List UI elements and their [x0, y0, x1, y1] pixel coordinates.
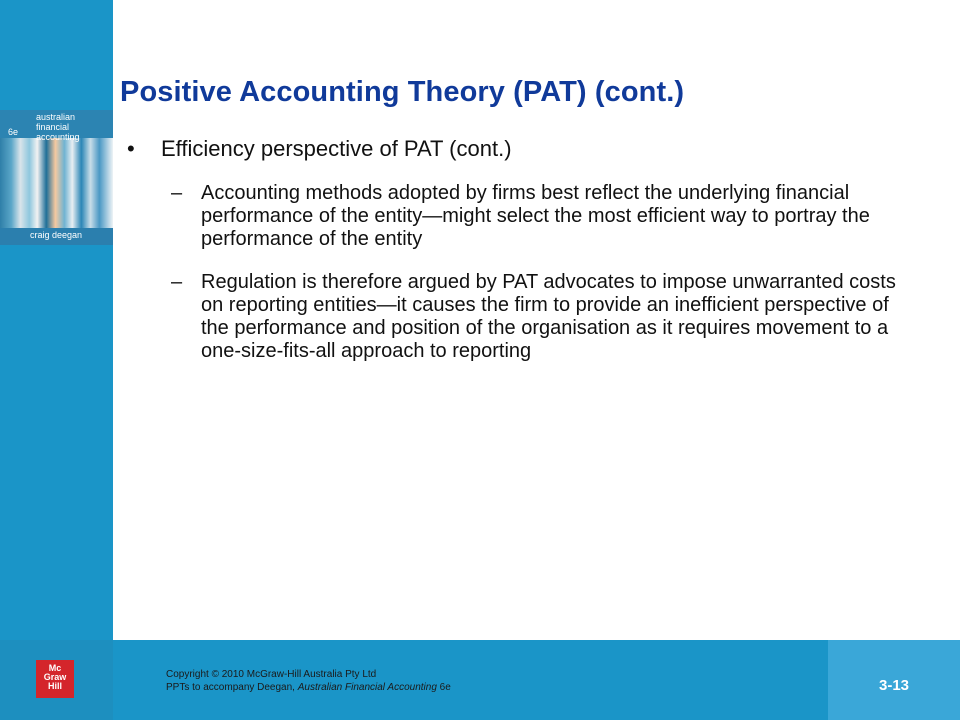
- slide-content: [127, 136, 937, 363]
- ppt-attribution: [166, 681, 451, 694]
- cover-header: [0, 110, 113, 142]
- bullet-marker: •: [127, 136, 135, 161]
- cover-edition: 6e: [8, 127, 19, 137]
- footer-text: [166, 668, 451, 694]
- subpoint-text: Accounting methods adopted by firms best reflect the underlying financial performance of the entity—might select the most efficient way to portray the performance of the entity: [201, 182, 870, 250]
- subpoint-marker: –: [171, 182, 183, 204]
- cover-author: craig deegan: [30, 230, 83, 240]
- footer-band: [0, 640, 960, 720]
- left-sidebar-band: [0, 0, 113, 640]
- subpoint-marker: –: [171, 271, 183, 293]
- subpoint-1: [171, 182, 937, 251]
- cover-title: [36, 112, 113, 142]
- ppt-suffix: 6e: [436, 682, 451, 693]
- ppt-prefix: PPTs to accompany Deegan,: [166, 682, 298, 693]
- logo-line2: Graw: [43, 672, 67, 682]
- mcgraw-hill-logo: [36, 660, 74, 698]
- slide-number: 3-13: [878, 677, 910, 694]
- cover-title-line2: financial accounting: [36, 122, 80, 142]
- ppt-book-title: Australian Financial Accounting: [297, 682, 437, 693]
- bullet-item: [127, 136, 937, 162]
- cover-footer: [0, 228, 113, 245]
- subpoint-text: Regulation is therefore argued by PAT advocates to impose unwarranted costs on reporting entities—it causes the firm to provide an inefficient perspective of the performance and position of the organisation as it requires movement to a one-size-fits-all approach to reporting: [201, 271, 896, 362]
- copyright-text: Copyright © 2010 McGraw-Hill Australia Pty Ltd: [166, 669, 377, 680]
- footer-left-block: [0, 640, 113, 720]
- bullet-text: Efficiency perspective of PAT (cont.): [161, 136, 512, 161]
- cover-title-line1: australian: [36, 112, 76, 122]
- logo-line1: Mc: [48, 663, 62, 673]
- subpoint-2: [171, 271, 937, 363]
- book-cover-image: [0, 110, 113, 245]
- logo-line3: Hill: [47, 681, 62, 691]
- slide-title: Positive Accounting Theory (PAT) (cont.): [120, 76, 685, 108]
